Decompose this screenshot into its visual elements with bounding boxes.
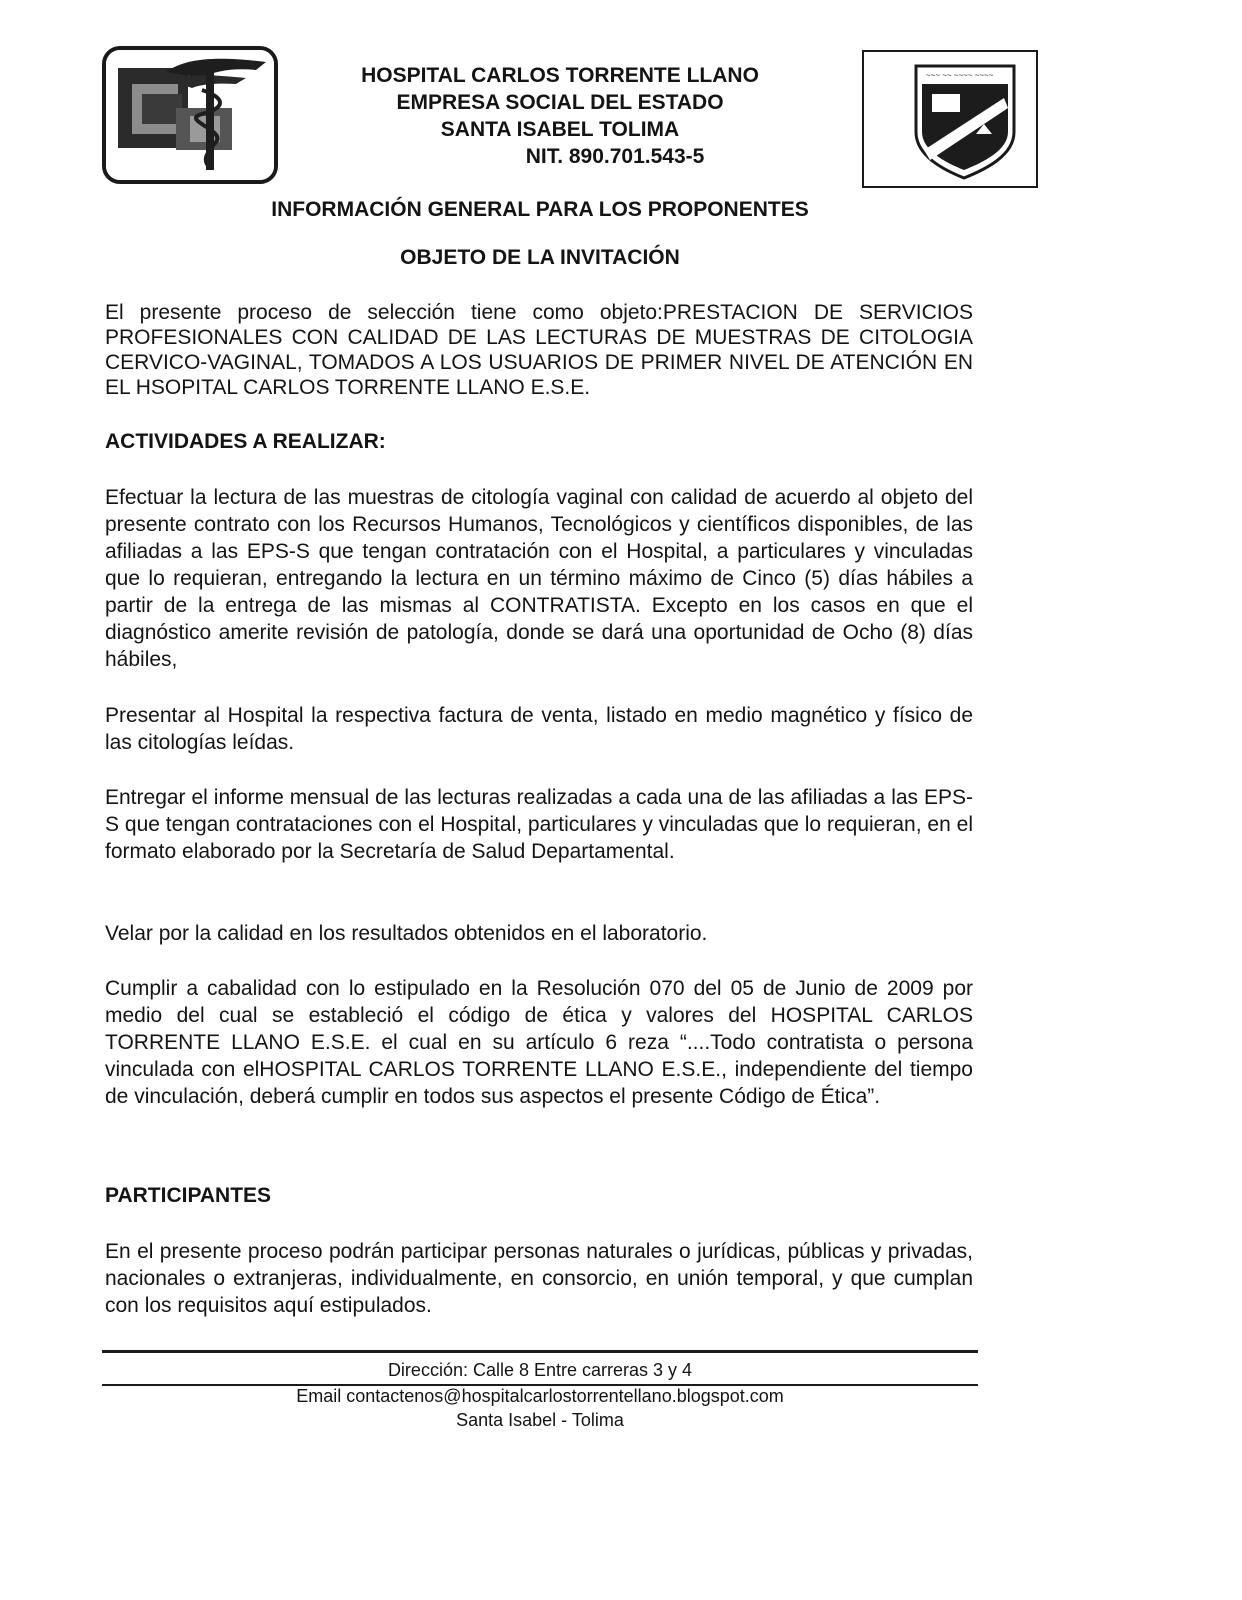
crest-logo-icon [862, 50, 1038, 188]
hospital-nit: NIT. 890.701.543-5 [525, 145, 705, 168]
footer-city: Santa Isabel - Tolima [456, 1410, 624, 1430]
hospital-logo-icon [102, 46, 278, 184]
activity-paragraph-3: Entregar el informe mensual de las lecturas realizadas a cada una de las afiliadas a las EPS-S que tengan contrataciones con el Hospital, particulares y vinculadas que lo requieran, en el formato elaborado por la Secretaría de Salud Departamental. [105, 786, 973, 863]
activity-paragraph-2: Presentar al Hospital la respectiva factura de venta, listado en medio magnético y físico de las citologías leídas. [105, 704, 973, 754]
svg-text:~~~ ~~ ~~~~ ~~~~: ~~~ ~~ ~~~~ ~~~~ [926, 71, 994, 80]
document-title: INFORMACIÓN GENERAL PARA LOS PROPONENTES [271, 198, 809, 221]
objeto-paragraph: El presente proceso de selección tiene como objeto:PRESTACION DE SERVICIOS PROFESIONALES CON CALIDAD DE LAS LECTURAS DE MUESTRAS DE CITOLOGIA CERVICO-VAGINAL, TOMADOS A LOS USUARIOS DE PRIMER NIVEL DE ATENCIÓN EN EL HSOPITAL CARLOS TORRENTE LLANO E.S.E. [105, 301, 973, 399]
hospital-location: SANTA ISABEL TOLIMA [440, 118, 680, 141]
activity-paragraph-5: Cumplir a cabalidad con lo estipulado en la Resolución 070 del 05 de Junio de 2009 por medio del cual se estableció el código de ética y valores del HOSPITAL CARLOS TORRENTE LLANO E.S.E. el cual en su artículo 6 reza “....Todo contratista o persona vinculada con elHOSPITAL CARLOS TORRENTE LLANO E.S.E., independiente del tiempo de vinculación, deberá cumplir en todos sus aspectos el presente Código de Ética”. [105, 977, 973, 1108]
hospital-name: HOSPITAL CARLOS TORRENTE LLANO [361, 64, 759, 87]
participantes-heading: PARTICIPANTES [105, 1184, 272, 1207]
activity-paragraph-1: Efectuar la lectura de las muestras de citología vaginal con calidad de acuerdo al objeto del presente contrato con los Recursos Humanos, Tecnológicos y científicos disponibles, de las afiliadas a las EPS-S que tengan contratación con el Hospital, a particulares y vinculadas que lo requieran, entregando la lectura en un término máximo de Cinco (5) días hábiles a partir de la entrega de las mismas al CONTRATISTA. Excepto en los casos en que el diagnóstico amerite revisión de patología, donde se dará una oportunidad de Ocho (8) días hábiles, [105, 486, 973, 671]
footer-divider-top [102, 1350, 978, 1353]
caduceus-logo-graphic [106, 50, 274, 180]
actividades-heading: ACTIVIDADES A REALIZAR: [105, 430, 386, 453]
hospital-header [300, 62, 820, 170]
activity-paragraph-4: Velar por la calidad en los resultados obtenidos en el laboratorio. [105, 922, 708, 945]
hospital-type: EMPRESA SOCIAL DEL ESTADO [396, 91, 724, 114]
footer-address: Dirección: Calle 8 Entre carreras 3 y 4 [387, 1360, 693, 1380]
section-title-objeto: OBJETO DE LA INVITACIÓN [400, 246, 680, 269]
shield-crest-graphic [864, 52, 1036, 186]
footer-email: Email contactenos@hospitalcarlostorrentellano.blogspot.com [296, 1386, 784, 1406]
participantes-paragraph: En el presente proceso podrán participar personas naturales o jurídicas, públicas y privadas, nacionales o extranjeras, individualmente, en consorcio, en unión temporal, y que cumplan con los requisitos aquí estipulados. [105, 1240, 973, 1317]
